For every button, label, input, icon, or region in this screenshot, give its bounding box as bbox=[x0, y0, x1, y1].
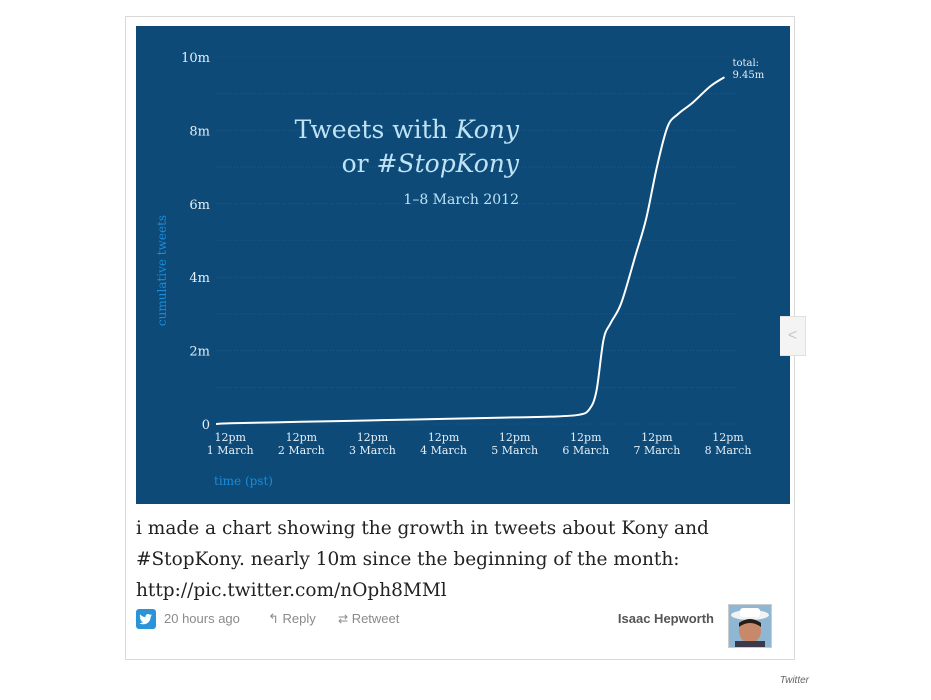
tweet-text-line-1: i made a chart showing the growth in tweets about Kony and bbox=[136, 518, 709, 539]
tweet-text bbox=[136, 513, 776, 606]
y-tick-label: 4m bbox=[189, 271, 210, 287]
y-axis-label: cumulative tweets bbox=[155, 214, 169, 327]
tweet-text-line-2: #StopKony. nearly 10m since the beginning of the month: bbox=[136, 549, 680, 570]
x-axis-label: time (pst) bbox=[214, 474, 273, 488]
x-tick-date: 2 March bbox=[277, 444, 325, 457]
x-tick-date: 7 March bbox=[633, 444, 681, 457]
reply-icon: ↰ bbox=[268, 611, 279, 626]
chart-image[interactable] bbox=[136, 26, 790, 504]
retweet-icon: ⇄ bbox=[338, 612, 349, 626]
total-annotation-label: total: bbox=[732, 58, 760, 70]
x-tick-time: 12pm bbox=[498, 431, 531, 444]
x-tick-date: 4 March bbox=[420, 444, 467, 457]
y-tick-label: 6m bbox=[189, 197, 210, 213]
x-tick-date: 8 March bbox=[704, 444, 752, 457]
chart-title-line-2: or #StopKony bbox=[341, 149, 519, 178]
twitter-bird-icon[interactable] bbox=[136, 609, 156, 629]
retweet-button[interactable] bbox=[338, 611, 399, 626]
avatar[interactable] bbox=[728, 604, 772, 648]
x-tick-date: 6 March bbox=[562, 444, 610, 457]
x-tick-date: 5 March bbox=[491, 444, 539, 457]
chart-subtitle: 1–8 March 2012 bbox=[403, 192, 519, 208]
tweet-link[interactable]: http://pic.twitter.com/nOph8MMl bbox=[136, 580, 447, 601]
tweet-card bbox=[125, 16, 795, 660]
y-tick-label: 10m bbox=[181, 51, 210, 66]
total-annotation-value: 9.45m bbox=[732, 70, 765, 82]
kony-tweets-chart bbox=[136, 26, 790, 504]
share-icon[interactable]: < bbox=[780, 316, 806, 356]
reply-label: Reply bbox=[282, 611, 316, 626]
x-tick-time: 12pm bbox=[285, 431, 318, 444]
x-tick-time: 12pm bbox=[427, 431, 460, 444]
image-credit: Twitter bbox=[779, 675, 809, 686]
reply-button[interactable] bbox=[268, 611, 316, 627]
x-tick-time: 12pm bbox=[570, 431, 602, 444]
y-tick-label: 0 bbox=[201, 418, 210, 433]
author-name[interactable]: Isaac Hepworth bbox=[617, 611, 714, 626]
tweet-footer bbox=[136, 605, 788, 645]
y-tick-label: 8m bbox=[189, 124, 210, 140]
retweet-label: Retweet bbox=[351, 611, 400, 626]
x-tick-date: 1 March bbox=[206, 444, 254, 457]
x-tick-time: 12pm bbox=[214, 431, 246, 444]
y-tick-label: 2m bbox=[189, 344, 210, 360]
x-tick-time: 12pm bbox=[712, 431, 744, 444]
tweet-timestamp[interactable]: 20 hours ago bbox=[164, 611, 240, 626]
x-tick-time: 12pm bbox=[641, 431, 673, 444]
x-tick-date: 3 March bbox=[349, 444, 396, 457]
x-tick-time: 12pm bbox=[356, 431, 389, 444]
chart-title-line-1: Tweets with Kony bbox=[294, 115, 519, 144]
